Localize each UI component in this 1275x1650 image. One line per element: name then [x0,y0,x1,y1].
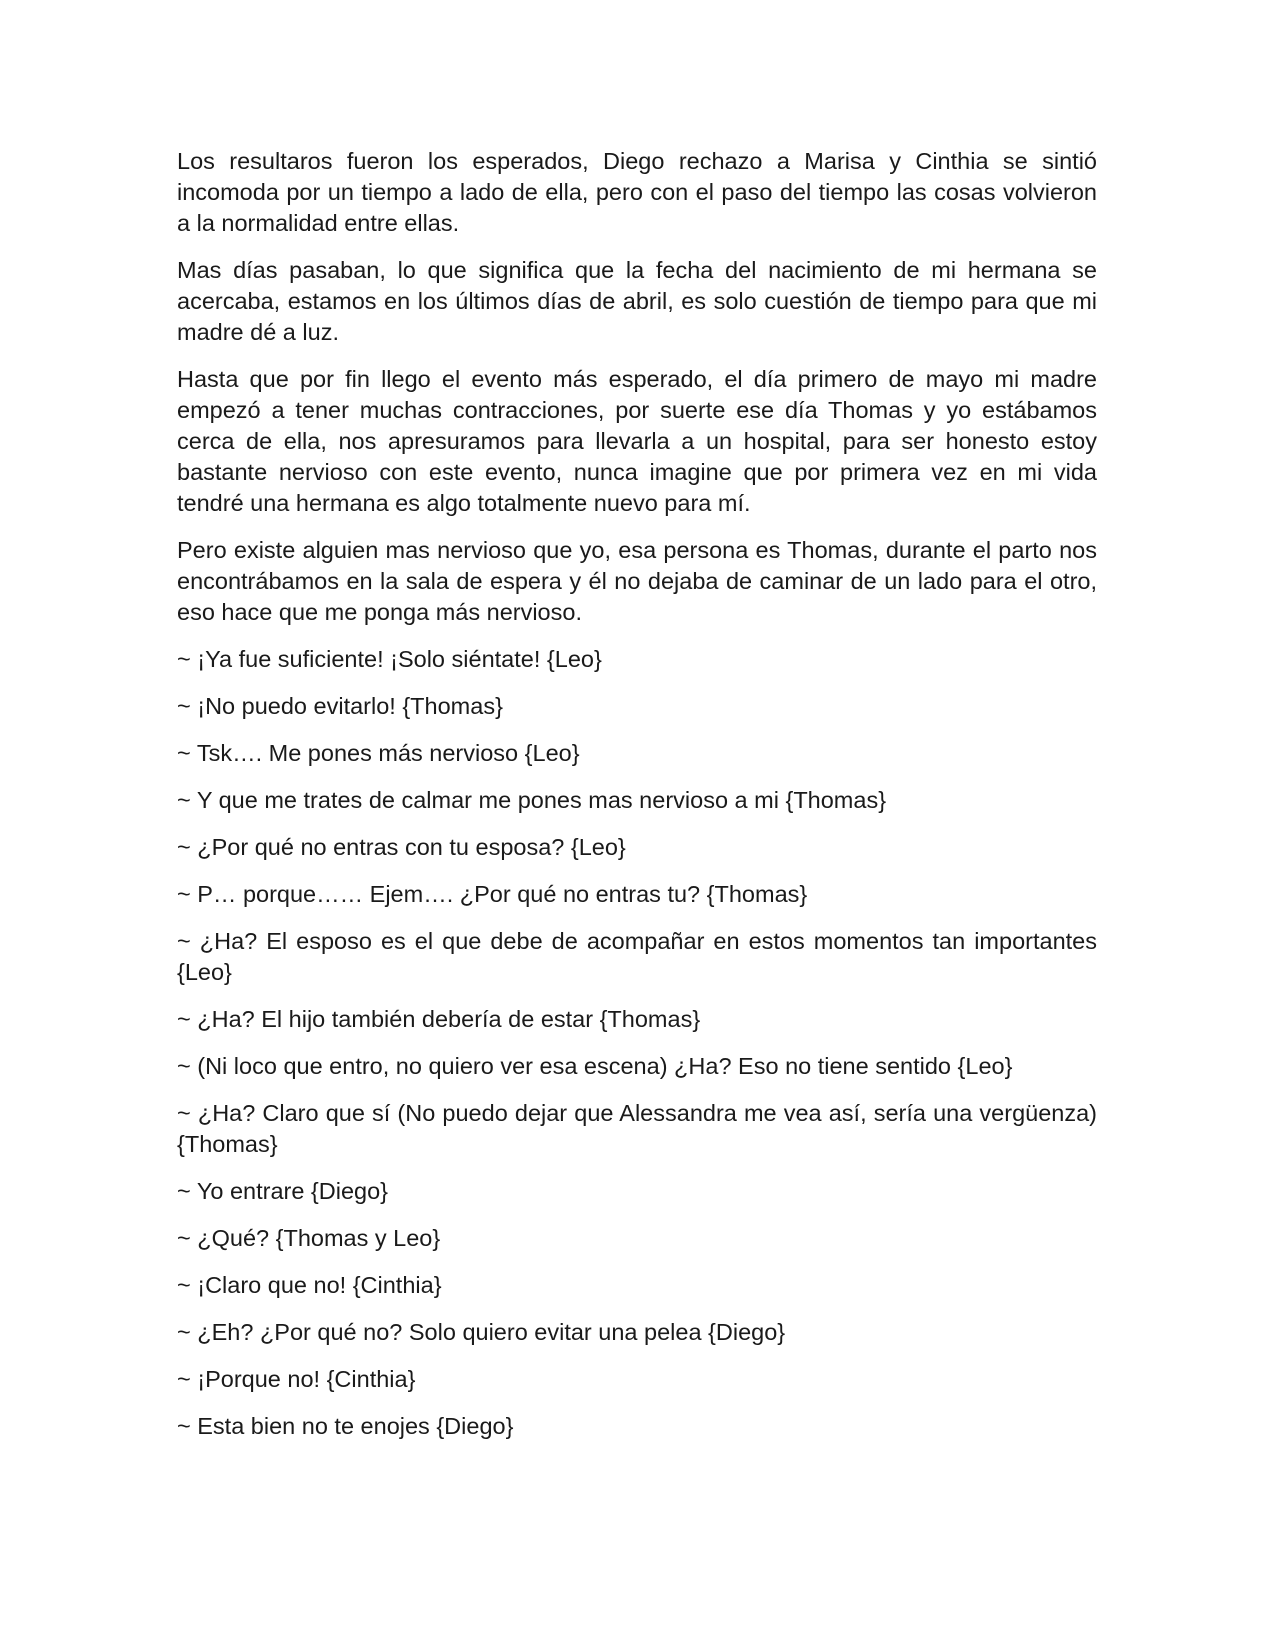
narrative-paragraph: Hasta que por fin llego el evento más esperado, el día primero de mayo mi madre empezó a tener muchas contracciones, por suerte ese día Thomas y yo estábamos cerca de ella, nos apresuramos para llevarla a un hospital, para ser honesto estoy bastante nervioso con este evento, nunca imagine que por primera vez en mi vida tendré una hermana es algo totalmente nuevo para mí. [177,366,1097,516]
dialogue-line: ~ ¿Eh? ¿Por qué no? Solo quiero evitar una pelea {Diego} [177,1319,786,1345]
dialogue-line: ~ ¿Por qué no entras con tu esposa? {Leo} [177,834,626,860]
dialogue-line: ~ Tsk…. Me pones más nervioso {Leo} [177,740,580,766]
dialogue-line: ~ ¡No puedo evitarlo! {Thomas} [177,693,503,719]
dialogue-line: ~ ¿Ha? El esposo es el que debe de acompañar en estos momentos tan importantes {Leo} [177,928,1097,985]
dialogue-line: ~ ¿Ha? El hijo también debería de estar {Thomas} [177,1006,701,1032]
document-page [177,146,1097,1458]
dialogue-line: ~ P… porque…… Ejem…. ¿Por qué no entras tu? {Thomas} [177,881,808,907]
dialogue-line: ~ ¡Claro que no! {Cinthia} [177,1272,442,1298]
dialogue-line: ~ (Ni loco que entro, no quiero ver esa escena) ¿Ha? Eso no tiene sentido {Leo} [177,1053,1013,1079]
narrative-paragraph: Pero existe alguien mas nervioso que yo, esa persona es Thomas, durante el parto nos encontrábamos en la sala de espera y él no dejaba de caminar de un lado para el otro, eso hace que me ponga más nervioso. [177,537,1097,625]
narrative-paragraph: Los resultaros fueron los esperados, Diego rechazo a Marisa y Cinthia se sintió incomoda por un tiempo a lado de ella, pero con el paso del tiempo las cosas volvieron a la normalidad entre ellas. [177,148,1097,236]
narrative-paragraph: Mas días pasaban, lo que significa que la fecha del nacimiento de mi hermana se acercaba, estamos en los últimos días de abril, es solo cuestión de tiempo para que mi madre dé a luz. [177,257,1097,345]
dialogue-line: ~ Y que me trates de calmar me pones mas nervioso a mi {Thomas} [177,787,887,813]
dialogue-line: ~ ¿Qué? {Thomas y Leo} [177,1225,441,1251]
dialogue-line: ~ Esta bien no te enojes {Diego} [177,1413,514,1439]
dialogue-line: ~ ¡Ya fue suficiente! ¡Solo siéntate! {Leo} [177,646,602,672]
dialogue-line: ~ Yo entrare {Diego} [177,1178,389,1204]
dialogue-line: ~ ¿Ha? Claro que sí (No puedo dejar que Alessandra me vea así, sería una vergüenza) {Thomas} [177,1100,1097,1157]
dialogue-line: ~ ¡Porque no! {Cinthia} [177,1366,416,1392]
